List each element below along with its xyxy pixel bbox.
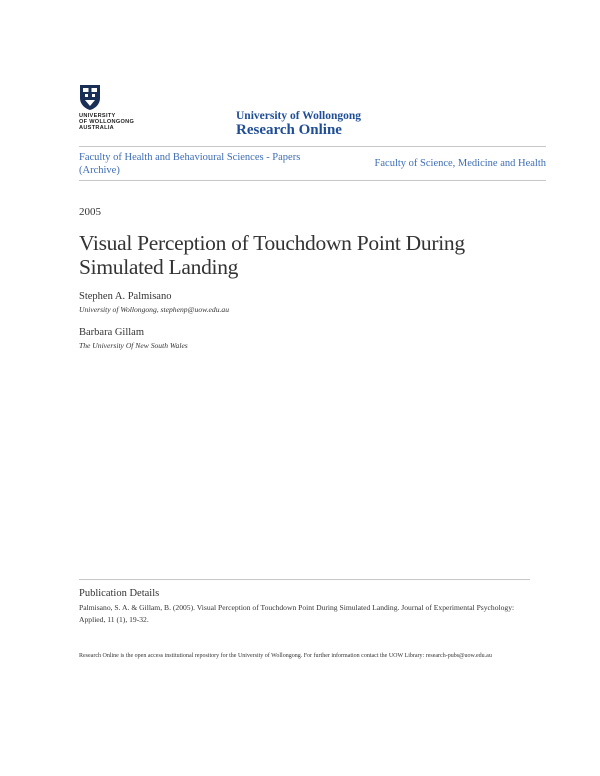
divider — [79, 146, 546, 147]
collection-link-right[interactable]: Faculty of Science, Medicine and Health — [374, 158, 546, 169]
institution-link[interactable]: University of Wollongong — [236, 110, 362, 122]
collection-link-left[interactable]: Faculty of Health and Behavioural Sciences - Papers (Archive) — [79, 152, 301, 176]
divider — [79, 180, 546, 181]
paper-title[interactable]: Visual Perception of Touchdown Point During Simulated Landing — [79, 231, 465, 279]
university-logo[interactable] — [79, 84, 149, 136]
publication-citation: Palmisano, S. A. & Gillam, B. (2005). Visual Perception of Touchdown Point During Simulated Landing. Journal of Experimental Psychology: Applied, 11 (1), 19-32. — [79, 603, 515, 624]
divider — [79, 579, 530, 580]
publication-year: 2005 — [79, 206, 101, 218]
author-name[interactable]: Barbara Gillam — [79, 327, 145, 338]
author-affiliation: The University Of New South Wales — [79, 341, 188, 350]
author-name[interactable]: Stephen A. Palmisano — [79, 291, 172, 302]
publication-details-heading: Publication Details — [79, 588, 160, 599]
uow-crest-icon — [79, 84, 101, 111]
author-affiliation: University of Wollongong, stephenp@uow.edu.au — [79, 305, 229, 314]
repository-link[interactable]: Research Online — [236, 122, 342, 138]
repository-footer: Research Online is the open access institutional repository for the University of Wollongong. For further information contact the UOW Library: research-pubs@uow.edu.au — [79, 653, 492, 659]
logo-wordmark: UNIVERSITY OF WOLLONGONG AUSTRALIA — [79, 113, 135, 132]
